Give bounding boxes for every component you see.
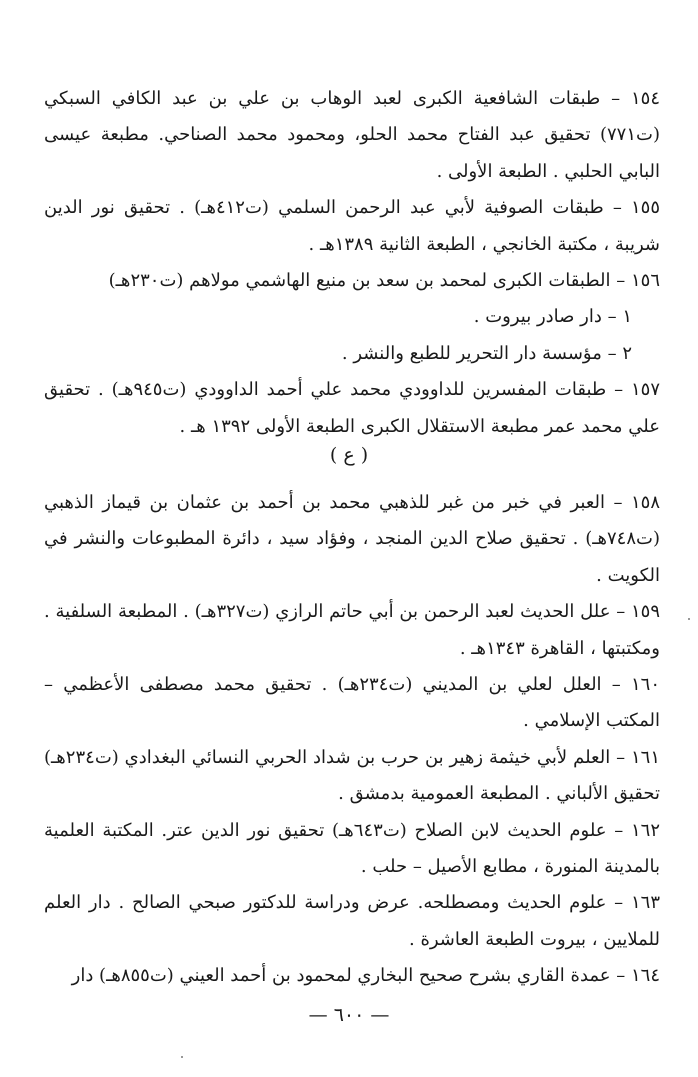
bibliography-entry: ١٥٤ – طبقات الشافعية الكبرى لعبد الوهاب بن علي بن عبد الكافي السبكي (ت٧٧١) تحقيق عبد الفتاح محمد الحلو، ومحمود محمد الصناحي. مطبعة عيسى البابي الحلبي . الطبعة الأولى . bbox=[44, 88, 660, 182]
bibliography-sub-entry: ٢ – مؤسسة دار التحرير للطبع والنشر . bbox=[341, 342, 632, 364]
bibliography-entry: ١٦٢ – علوم الحديث لابن الصلاح (ت٦٤٣هـ) تحقيق نور الدين عتر. المكتبة العلمية بالمدينة المنورة ، مطابع الأصيل – حلب . bbox=[44, 819, 660, 878]
bibliography-entry: ١٥٨ – العبر في خبر من غبر للذهبي محمد بن أحمد بن عثمان بن قيماز الذهبي (ت٧٤٨هـ) . تحقيق صلاح الدين المنجد ، وفؤاد سيد ، دائرة المطبوعات والنشر في الكويت . bbox=[44, 492, 660, 586]
bibliography-entry: ١٦١ – العلم لأبي خيثمة زهير بن حرب بن شداد الحربي النسائي البغدادي (ت٢٣٤هـ) تحقيق الألباني . المطبعة العمومية بدمشق . bbox=[44, 746, 660, 805]
bibliography-entry: ١٥٩ – علل الحديث لعبد الرحمن بن أبي حاتم الرازي (ت٣٢٧هـ) . المطبعة السلفية . ومكتبتها ، القاهرة ١٣٤٣هـ . bbox=[44, 601, 660, 659]
bibliography-entry: ١٥٦ – الطبقات الكبرى لمحمد بن سعد بن منيع الهاشمي مولاهم (ت٢٣٠هـ) bbox=[108, 270, 660, 292]
bibliography-sub-entry: ١ – دار صادر بيروت . bbox=[473, 306, 632, 328]
bibliography-entry: ١٦٣ – علوم الحديث ومصطلحه. عرض ودراسة للدكتور صبحي الصالح . دار العلم للملايين ، بيروت الطبعة العاشرة . bbox=[44, 892, 660, 950]
scan-speck bbox=[688, 618, 690, 620]
bibliography-list-top bbox=[44, 81, 660, 445]
page-number: — ٦٠٠ — bbox=[308, 1004, 390, 1026]
scan-speck bbox=[181, 1056, 183, 1058]
bibliography-entry: ١٦٠ – العلل لعلي بن المديني (ت٢٣٤هـ) . تحقيق محمد مصطفى الأعظمي – المكتب الإسلامي . bbox=[44, 674, 660, 732]
bibliography-list-bottom bbox=[44, 485, 660, 995]
bibliography-entry: ١٥٥ – طبقات الصوفية لأبي عبد الرحمن السلمي (ت٤١٢هـ) . تحقيق نور الدين شريبة ، مكتبة الخانجي ، الطبعة الثانية ١٣٨٩هـ . bbox=[44, 197, 660, 255]
section-heading: ( ع ) bbox=[329, 444, 369, 466]
bibliography-entry: ١٦٤ – عمدة القاري بشرح صحيح البخاري لمحمود بن أحمد العيني (ت٨٥٥هـ) دار bbox=[71, 965, 660, 987]
bibliography-entry: ١٥٧ – طبقات المفسرين للداوودي محمد علي أحمد الداوودي (ت٩٤٥هـ) . تحقيق علي محمد عمر مطبعة الاستقلال الكبرى الطبعة الأولى ١٣٩٢ هـ . bbox=[44, 379, 660, 437]
